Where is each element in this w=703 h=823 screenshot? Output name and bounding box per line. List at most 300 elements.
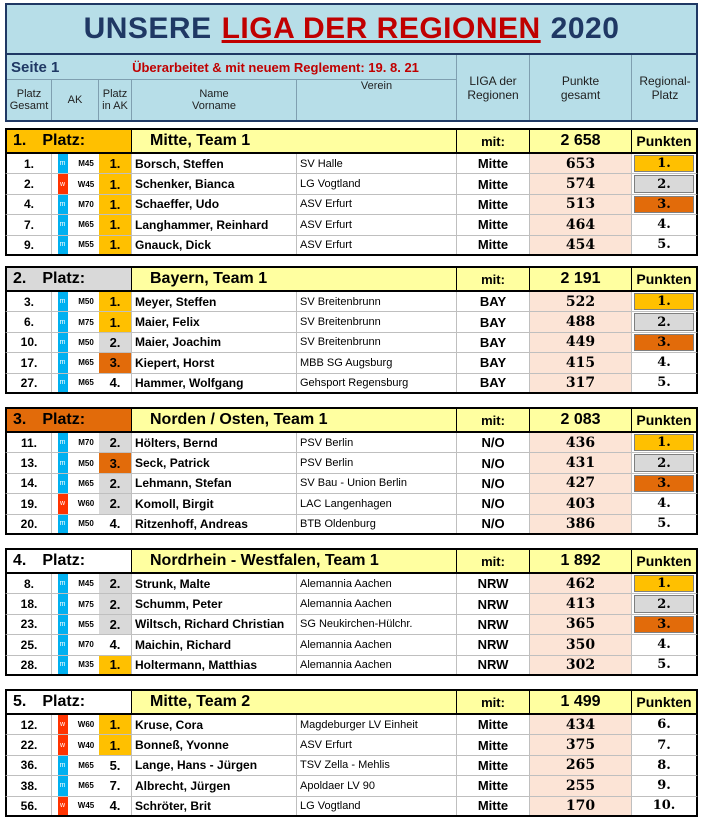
age-class-rank: 1. [99, 236, 132, 254]
gender-cell [52, 154, 73, 173]
age-class: W60 [77, 499, 95, 509]
league-region: NRW [457, 635, 530, 654]
table-row [5, 494, 698, 514]
overall-rank: 6. [7, 312, 52, 331]
regional-rank: 1. [634, 293, 694, 310]
team-rank-label: Platz: [42, 693, 86, 710]
regional-rank: 4. [657, 496, 671, 512]
table-row [5, 353, 698, 373]
regional-rank: 5. [657, 375, 671, 391]
team-punkten-label: Punkten [632, 268, 696, 290]
team-rank-number: 1. [13, 132, 27, 149]
athlete-name: Borsch, Steffen [132, 154, 297, 173]
athlete-name: Holtermann, Matthias [132, 656, 297, 674]
age-class-rank: 4. [99, 797, 132, 815]
gender-marker: m [58, 333, 68, 352]
age-class-rank: 1. [99, 195, 132, 214]
team-rank-label: Platz: [42, 132, 86, 149]
col-punkte: Punkte gesamt [530, 55, 632, 120]
age-class: M75 [78, 599, 94, 609]
regional-rank: 8. [657, 757, 671, 773]
team-name: Nordrhein - Westfalen, Team 1 [132, 550, 457, 572]
age-class-rank: 2. [99, 474, 132, 493]
team-mit-label: mit: [457, 409, 530, 431]
table-row [5, 756, 698, 776]
regional-rank: 4. [657, 217, 671, 233]
col-ak: AK [52, 79, 99, 120]
team-points: 2 658 [530, 130, 632, 152]
table-row [5, 215, 698, 235]
team-mit-label: mit: [457, 550, 530, 572]
club-name: BTB Oldenburg [297, 515, 457, 533]
gender-cell [52, 797, 73, 815]
team-header [5, 548, 698, 574]
league-region: Mitte [457, 735, 530, 754]
team-rank-label: Platz: [42, 270, 86, 287]
team-rank-label: Platz: [42, 411, 86, 428]
athlete-name: Schröter, Brit [132, 797, 297, 815]
team-group [5, 407, 698, 535]
gender-cell [52, 494, 73, 513]
team-punkten-label: Punkten [632, 691, 696, 713]
overall-rank: 10. [7, 333, 52, 352]
athlete-name: Albrecht, Jürgen [132, 776, 297, 795]
overall-rank: 27. [7, 374, 52, 392]
overall-rank: 11. [7, 433, 52, 452]
athlete-points: 653 [530, 154, 632, 173]
age-class: M65 [78, 220, 94, 230]
regional-rank: 6. [657, 717, 671, 733]
athlete-points: 317 [530, 374, 632, 392]
age-class: W40 [77, 740, 95, 750]
age-class: M55 [78, 619, 94, 629]
gender-marker: m [58, 236, 68, 254]
athlete-name: Ritzenhoff, Andreas [132, 515, 297, 533]
athlete-points: 436 [530, 433, 632, 452]
team-rank [7, 130, 132, 152]
league-region: N/O [457, 474, 530, 493]
club-name: SV Breitenbrunn [297, 333, 457, 352]
gender-marker: m [58, 656, 68, 674]
gender-marker: m [58, 615, 68, 634]
col-regional: Regional- Platz [639, 73, 691, 102]
age-class-rank: 4. [99, 515, 132, 533]
age-class: M35 [78, 660, 94, 670]
athlete-name: Kiepert, Horst [132, 353, 297, 372]
team-mit-label: mit: [457, 268, 530, 290]
regional-rank: 2. [634, 313, 694, 330]
team-mit-label: mit: [457, 691, 530, 713]
athlete-points: 431 [530, 453, 632, 472]
league-region: NRW [457, 594, 530, 613]
athlete-name: Strunk, Malte [132, 574, 297, 593]
age-class: M50 [78, 458, 94, 468]
overall-rank: 3. [7, 292, 52, 311]
gender-cell [52, 374, 73, 392]
club-name: TSV Zella - Mehlis [297, 756, 457, 775]
team-rank-number: 3. [13, 411, 27, 428]
age-class-rank: 4. [99, 635, 132, 654]
gender-marker: m [58, 776, 68, 795]
league-region: Mitte [457, 776, 530, 795]
age-class-rank: 1. [99, 735, 132, 754]
league-region: NRW [457, 574, 530, 593]
athlete-points: 413 [530, 594, 632, 613]
table-row [5, 333, 698, 353]
overall-rank: 13. [7, 453, 52, 472]
table-row [5, 715, 698, 735]
gender-cell [52, 515, 73, 533]
club-name: Gehsport Regensburg [297, 374, 457, 392]
athlete-points: 462 [530, 574, 632, 593]
athlete-name: Bonneß, Yvonne [132, 735, 297, 754]
age-class: M55 [78, 240, 94, 250]
age-class: M70 [78, 199, 94, 209]
athlete-name: Seck, Patrick [132, 453, 297, 472]
col-name: Name Vorname [132, 79, 297, 120]
club-name: Alemannia Aachen [297, 574, 457, 593]
table-row [5, 635, 698, 655]
age-class-rank: 2. [99, 494, 132, 513]
age-class: M50 [78, 519, 94, 529]
team-header [5, 266, 698, 292]
club-name: SG Neukirchen-Hülchr. [297, 615, 457, 634]
gender-marker: m [58, 594, 68, 613]
club-name: ASV Erfurt [297, 195, 457, 214]
regional-rank: 10. [652, 798, 676, 814]
team-header [5, 689, 698, 715]
age-class: M65 [78, 478, 94, 488]
overall-rank: 1. [7, 154, 52, 173]
athlete-name: Kruse, Cora [132, 715, 297, 734]
age-class-rank: 1. [99, 215, 132, 234]
gender-marker: m [58, 292, 68, 311]
athlete-points: 365 [530, 615, 632, 634]
league-region: Mitte [457, 715, 530, 734]
overall-rank: 56. [7, 797, 52, 815]
overall-rank: 22. [7, 735, 52, 754]
gender-marker: w [58, 735, 68, 754]
gender-marker: m [58, 574, 68, 593]
age-class-rank: 5. [99, 756, 132, 775]
athlete-points: 415 [530, 353, 632, 372]
league-region: Mitte [457, 797, 530, 815]
gender-marker: m [58, 215, 68, 234]
team-mit-label: mit: [457, 130, 530, 152]
table-row [5, 174, 698, 194]
age-class-rank: 3. [99, 353, 132, 372]
athlete-name: Wiltsch, Richard Christian [132, 615, 297, 634]
team-rank-number: 5. [13, 693, 27, 710]
gender-cell [52, 312, 73, 331]
gender-marker: m [58, 635, 68, 654]
league-region: Mitte [457, 174, 530, 193]
age-class-rank: 1. [99, 292, 132, 311]
age-class: M65 [78, 760, 94, 770]
athlete-name: Hölters, Bernd [132, 433, 297, 452]
club-name: LG Vogtland [297, 174, 457, 193]
gender-cell [52, 215, 73, 234]
col-liga: LIGA der Regionen [457, 55, 530, 120]
club-name: Magdeburger LV Einheit [297, 715, 457, 734]
athlete-name: Lange, Hans - Jürgen [132, 756, 297, 775]
regional-rank: 3. [634, 616, 694, 633]
age-class-rank: 1. [99, 312, 132, 331]
team-group [5, 128, 698, 256]
table-row [5, 615, 698, 635]
gender-cell [52, 715, 73, 734]
gender-cell [52, 656, 73, 674]
athlete-points: 434 [530, 715, 632, 734]
league-region: BAY [457, 312, 530, 331]
league-region: Mitte [457, 154, 530, 173]
team-rank-label: Platz: [42, 552, 86, 569]
gender-cell [52, 333, 73, 352]
team-rank-number: 4. [13, 552, 27, 569]
gender-cell [52, 574, 73, 593]
club-name: SV Breitenbrunn [297, 312, 457, 331]
athlete-name: Maier, Felix [132, 312, 297, 331]
league-region: BAY [457, 333, 530, 352]
overall-rank: 2. [7, 174, 52, 193]
club-name: ASV Erfurt [297, 735, 457, 754]
age-class-rank: 1. [99, 154, 132, 173]
gender-marker: m [58, 374, 68, 392]
athlete-points: 427 [530, 474, 632, 493]
club-name: PSV Berlin [297, 433, 457, 452]
athlete-name: Schumm, Peter [132, 594, 297, 613]
gender-cell [52, 776, 73, 795]
club-name: SV Bau - Union Berlin [297, 474, 457, 493]
athlete-name: Maier, Joachim [132, 333, 297, 352]
table-row [5, 515, 698, 535]
club-name: ASV Erfurt [297, 215, 457, 234]
table-row [5, 453, 698, 473]
regional-rank: 2. [634, 595, 694, 612]
overall-rank: 36. [7, 756, 52, 775]
table-row [5, 236, 698, 256]
overall-rank: 19. [7, 494, 52, 513]
gender-cell [52, 453, 73, 472]
gender-marker: m [58, 154, 68, 173]
athlete-points: 350 [530, 635, 632, 654]
team-group [5, 266, 698, 394]
club-name: SV Halle [297, 154, 457, 173]
gender-marker: m [58, 353, 68, 372]
league-region: N/O [457, 515, 530, 533]
age-class: M50 [78, 297, 94, 307]
league-region: NRW [457, 656, 530, 674]
club-name: MBB SG Augsburg [297, 353, 457, 372]
club-name: SV Breitenbrunn [297, 292, 457, 311]
age-class: W45 [77, 801, 95, 811]
table-row [5, 312, 698, 332]
team-points: 1 499 [530, 691, 632, 713]
table-row [5, 292, 698, 312]
age-class-rank: 2. [99, 574, 132, 593]
overall-rank: 8. [7, 574, 52, 593]
regional-rank: 1. [634, 155, 694, 172]
regional-rank: 5. [657, 657, 671, 673]
athlete-name: Langhammer, Reinhard [132, 215, 297, 234]
age-class-rank: 2. [99, 615, 132, 634]
table-row [5, 735, 698, 755]
athlete-points: 386 [530, 515, 632, 533]
revision-note: Überarbeitet & mit neuem Reglement: 19. 8. 21 [95, 55, 457, 79]
table-row [5, 474, 698, 494]
regional-rank: 9. [657, 778, 671, 794]
club-name: Alemannia Aachen [297, 635, 457, 654]
athlete-points: 449 [530, 333, 632, 352]
gender-marker: m [58, 433, 68, 452]
athlete-points: 574 [530, 174, 632, 193]
regional-rank: 2. [634, 454, 694, 471]
league-region: BAY [457, 353, 530, 372]
gender-marker: m [58, 756, 68, 775]
league-region: Mitte [457, 756, 530, 775]
gender-cell [52, 615, 73, 634]
overall-rank: 28. [7, 656, 52, 674]
overall-rank: 23. [7, 615, 52, 634]
regional-rank: 5. [657, 516, 671, 532]
regional-rank: 3. [634, 334, 694, 351]
seite-label: Seite 1 [11, 58, 60, 76]
team-name: Mitte, Team 1 [132, 130, 457, 152]
club-name: Apoldaer LV 90 [297, 776, 457, 795]
table-header [5, 55, 698, 122]
overall-rank: 4. [7, 195, 52, 214]
regional-rank: 1. [634, 575, 694, 592]
athlete-points: 522 [530, 292, 632, 311]
gender-cell [52, 292, 73, 311]
regional-rank: 4. [657, 637, 671, 653]
team-rank [7, 409, 132, 431]
age-class-rank: 4. [99, 374, 132, 392]
team-name: Bayern, Team 1 [132, 268, 457, 290]
age-class-rank: 2. [99, 594, 132, 613]
gender-marker: m [58, 515, 68, 533]
age-class: M65 [78, 378, 94, 388]
team-group [5, 548, 698, 676]
gender-cell [52, 195, 73, 214]
athlete-name: Schaeffer, Udo [132, 195, 297, 214]
athlete-name: Gnauck, Dick [132, 236, 297, 254]
age-class: M70 [78, 438, 94, 448]
league-region: Mitte [457, 195, 530, 214]
team-punkten-label: Punkten [632, 130, 696, 152]
age-class-rank: 1. [99, 656, 132, 674]
overall-rank: 20. [7, 515, 52, 533]
gender-cell [52, 174, 73, 193]
gender-cell [52, 735, 73, 754]
regional-rank: 2. [634, 175, 694, 192]
team-rank [7, 268, 132, 290]
age-class-rank: 3. [99, 453, 132, 472]
age-class: M65 [78, 358, 94, 368]
league-region: N/O [457, 433, 530, 452]
club-name: Alemannia Aachen [297, 656, 457, 674]
team-group [5, 689, 698, 817]
gender-cell [52, 353, 73, 372]
club-name: ASV Erfurt [297, 236, 457, 254]
gender-marker: w [58, 715, 68, 734]
table-row [5, 594, 698, 614]
athlete-points: 464 [530, 215, 632, 234]
age-class: W45 [77, 179, 95, 189]
age-class: M45 [78, 159, 94, 169]
gender-cell [52, 594, 73, 613]
gender-marker: m [58, 195, 68, 214]
team-name: Mitte, Team 2 [132, 691, 457, 713]
gender-cell [52, 236, 73, 254]
table-row [5, 574, 698, 594]
gender-cell [52, 635, 73, 654]
age-class-rank: 1. [99, 715, 132, 734]
team-points: 1 892 [530, 550, 632, 572]
athlete-name: Meyer, Steffen [132, 292, 297, 311]
regional-rank: 7. [657, 737, 671, 753]
table-row [5, 656, 698, 676]
league-region: Mitte [457, 215, 530, 234]
age-class: M45 [78, 579, 94, 589]
gender-marker: m [58, 312, 68, 331]
league-region: N/O [457, 494, 530, 513]
page-title: UNSERE LIGA DER REGIONEN 2020 [5, 3, 698, 55]
overall-rank: 17. [7, 353, 52, 372]
regional-rank: 1. [634, 434, 694, 451]
age-class: M75 [78, 317, 94, 327]
team-points: 2 191 [530, 268, 632, 290]
athlete-points: 488 [530, 312, 632, 331]
age-class-rank: 2. [99, 433, 132, 452]
age-class-rank: 2. [99, 333, 132, 352]
overall-rank: 7. [7, 215, 52, 234]
team-punkten-label: Punkten [632, 409, 696, 431]
athlete-points: 454 [530, 236, 632, 254]
league-region: BAY [457, 292, 530, 311]
gender-marker: m [58, 474, 68, 493]
league-region: N/O [457, 453, 530, 472]
overall-rank: 25. [7, 635, 52, 654]
team-header [5, 128, 698, 154]
col-verein: Verein [297, 79, 457, 120]
overall-rank: 14. [7, 474, 52, 493]
table-row [5, 154, 698, 174]
regional-rank: 3. [634, 196, 694, 213]
club-name: PSV Berlin [297, 453, 457, 472]
overall-rank: 12. [7, 715, 52, 734]
overall-rank: 18. [7, 594, 52, 613]
athlete-points: 403 [530, 494, 632, 513]
age-class: M65 [78, 781, 94, 791]
club-name: LAC Langenhagen [297, 494, 457, 513]
team-punkten-label: Punkten [632, 550, 696, 572]
col-platz-gesamt: Platz Gesamt [7, 79, 52, 120]
table-row [5, 374, 698, 394]
team-header [5, 407, 698, 433]
table-row [5, 433, 698, 453]
age-class: W60 [77, 720, 95, 730]
gender-cell [52, 756, 73, 775]
league-region: BAY [457, 374, 530, 392]
team-rank [7, 550, 132, 572]
athlete-name: Schenker, Bianca [132, 174, 297, 193]
regional-rank: 4. [657, 355, 671, 371]
team-rank-number: 2. [13, 270, 27, 287]
club-name: Alemannia Aachen [297, 594, 457, 613]
gender-cell [52, 433, 73, 452]
col-platz-ak: Platz in AK [99, 79, 132, 120]
